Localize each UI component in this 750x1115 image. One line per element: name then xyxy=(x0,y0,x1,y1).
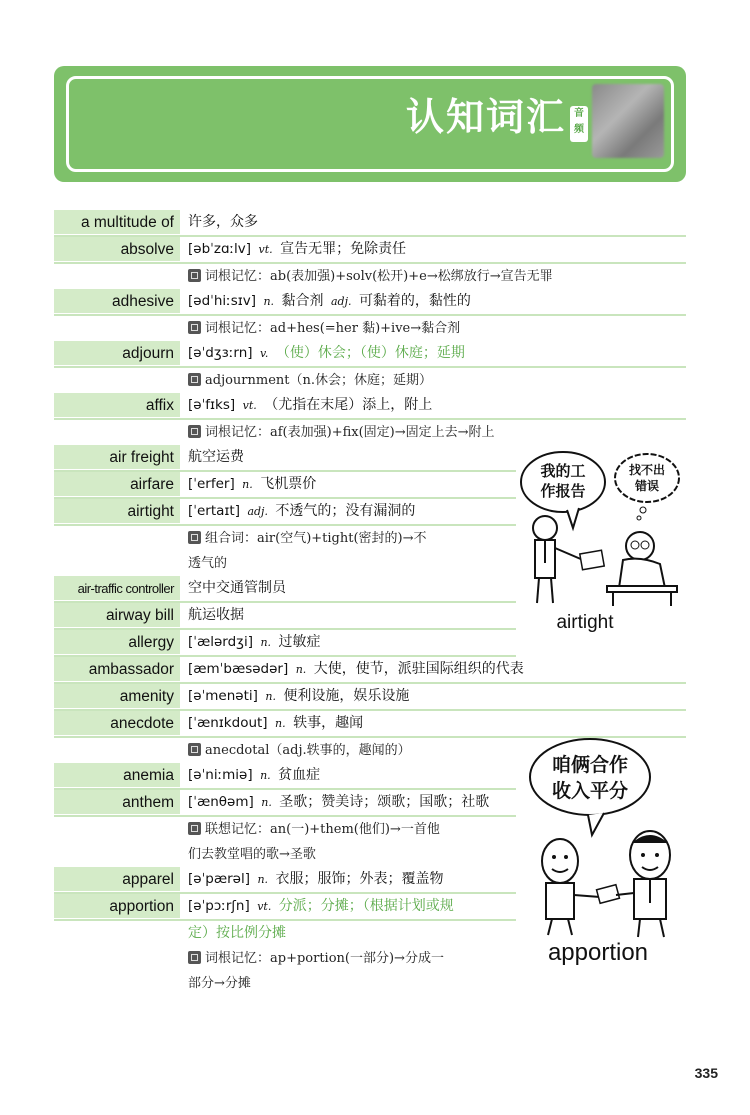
airtight-bubble-line-1: 我的工 xyxy=(540,462,586,480)
page-number: 335 xyxy=(694,1065,718,1081)
phonetic: [ˈænθəm] xyxy=(188,794,254,810)
headword: adjourn xyxy=(54,341,180,365)
memory-note: 联想记忆：an(一)+them(他们)→一首他 xyxy=(205,822,440,837)
definition-2: 可黏着的，黏性的 xyxy=(358,293,471,309)
memory-note: adjournment（n.休会；休庭；延期） xyxy=(205,373,433,388)
headword: affix xyxy=(54,393,180,417)
memory-note-continued: 部分→分摊 xyxy=(188,976,251,991)
section-banner xyxy=(54,66,686,182)
part-of-speech: n. xyxy=(263,295,275,308)
memory-note: 词根记忆：ad+hes(=her 黏)+ive→黏合剂 xyxy=(205,321,461,336)
part-of-speech: vt. xyxy=(258,243,273,256)
memory-tip-icon xyxy=(188,425,201,438)
headword: amenity xyxy=(54,684,180,708)
headword: a multitude of xyxy=(54,210,180,234)
part-of-speech: n. xyxy=(257,873,269,886)
definition: 轶事，趣闻 xyxy=(293,715,364,731)
phonetic: [ədˈhiːsɪv] xyxy=(188,293,257,309)
headword: air freight xyxy=(54,445,180,469)
airtight-thought-line-1: 找不出 xyxy=(628,463,666,477)
derivative-icon xyxy=(188,743,201,756)
definition: 航运收据 xyxy=(188,607,244,623)
entry-adjourn xyxy=(54,341,686,393)
definition: 便利设施，娱乐设施 xyxy=(283,688,410,704)
definition: 宣告无罪；免除责任 xyxy=(280,241,407,257)
definition: 黏合剂 xyxy=(281,293,324,309)
apportion-bubble-line-2: 收入平分 xyxy=(551,780,629,802)
phonetic: [əˈfɪks] xyxy=(188,397,236,413)
headword: airfare xyxy=(54,472,180,496)
definition: （尤指在末尾）添上，附上 xyxy=(264,397,433,413)
entry-adhesive xyxy=(54,289,686,341)
definition: 飞机票价 xyxy=(260,476,317,492)
entry-a-multitude-of xyxy=(54,210,686,237)
definition: 不透气的；没有漏洞的 xyxy=(275,503,416,519)
memory-note: 词根记忆：ab(表加强)+solv(松开)+e→松绑放行→宣告无罪 xyxy=(205,269,553,284)
association-tip-icon xyxy=(188,822,201,835)
part-of-speech: n. xyxy=(261,796,272,809)
phonetic: [ˈænɪkdout] xyxy=(188,715,268,731)
headword: absolve xyxy=(54,237,180,261)
phonetic: [ˈertaɪt] xyxy=(188,503,240,519)
headword: ambassador xyxy=(54,657,180,681)
entry-absolve xyxy=(54,237,686,289)
headword: adhesive xyxy=(54,289,180,313)
apportion-caption: apportion xyxy=(547,939,649,966)
airtight-thought-line-2: 错误 xyxy=(634,479,660,493)
definition: 大使，使节，派驻国际组织的代表 xyxy=(313,661,524,677)
part-of-speech: n. xyxy=(242,478,253,491)
apportion-illustration xyxy=(520,735,700,970)
headword: anemia xyxy=(54,763,180,787)
part-of-speech: adj. xyxy=(247,505,268,518)
part-of-speech: n. xyxy=(275,717,286,730)
memory-note: anecdotal（adj.轶事的，趣闻的） xyxy=(205,743,411,758)
entry-affix xyxy=(54,393,686,445)
definition: 圣歌；赞美诗；颂歌；国歌；社歌 xyxy=(279,794,490,810)
phonetic: [əˈpærəl] xyxy=(188,871,250,887)
airtight-illustration xyxy=(515,448,695,638)
derivative-icon xyxy=(188,373,201,386)
headword: apportion xyxy=(54,894,180,918)
qr-code[interactable] xyxy=(592,84,664,158)
headword: anthem xyxy=(54,790,180,814)
memory-note-continued: 透气的 xyxy=(188,556,228,571)
section-title: 认知词汇 xyxy=(405,95,566,139)
definition: 衣服；服饰；外表；覆盖物 xyxy=(275,871,444,887)
headword: air-traffic controller xyxy=(54,576,180,600)
airtight-bubble-line-2: 作报告 xyxy=(540,482,586,500)
definition: （使）休会；（使）休庭；延期 xyxy=(275,345,465,361)
memory-note: 词根记忆：af(表加强)+fix(固定)→固定上去→附上 xyxy=(205,425,495,440)
memory-tip-icon xyxy=(188,951,201,964)
apportion-bubble-line-1: 咱俩合作 xyxy=(551,754,629,776)
phonetic: [əˈdʒɜːrn] xyxy=(188,345,253,361)
definition-continued: 定）按比例分摊 xyxy=(188,925,286,941)
headword: anecdote xyxy=(54,711,180,735)
part-of-speech-2: adj. xyxy=(330,295,352,308)
part-of-speech: vt. xyxy=(257,900,272,913)
phonetic: [əˈmenəti] xyxy=(188,688,258,704)
headword: allergy xyxy=(54,630,180,654)
phonetic: [ˈælərdʒi] xyxy=(188,634,253,650)
memory-note: 词根记忆：ap+portion(一部分)→分成一 xyxy=(205,951,444,966)
part-of-speech: n. xyxy=(260,769,271,782)
definition: 许多，众多 xyxy=(188,214,258,230)
definition: 分派；分摊；（根据计划或规 xyxy=(278,898,454,914)
definition: 贫血症 xyxy=(278,767,321,783)
phonetic: [əˈniːmiə] xyxy=(188,767,253,783)
memory-tip-icon xyxy=(188,269,201,282)
entry-amenity xyxy=(54,684,686,711)
definition: 航空运费 xyxy=(188,449,244,465)
memory-note: 组合词：air(空气)+tight(密封的)→不 xyxy=(205,531,427,546)
headword: airway bill xyxy=(54,603,180,627)
definition: 过敏症 xyxy=(278,634,321,650)
phonetic: [əbˈzɑːlv] xyxy=(188,241,252,257)
phonetic: [æmˈbæsədər] xyxy=(188,661,289,677)
part-of-speech: n. xyxy=(265,690,276,703)
entry-ambassador xyxy=(54,657,686,684)
headword: apparel xyxy=(54,867,180,891)
part-of-speech: vt. xyxy=(242,399,257,412)
memory-note-continued: 们去教堂唱的歌→圣歌 xyxy=(188,847,316,862)
memory-tip-icon xyxy=(188,321,201,334)
definition: 空中交通管制员 xyxy=(188,580,286,596)
audio-badge[interactable]: 音频 xyxy=(570,106,588,142)
airtight-caption: airtight xyxy=(556,612,614,633)
part-of-speech: v. xyxy=(259,347,269,360)
headword: airtight xyxy=(54,499,180,523)
phonetic: [əˈpɔːrʃn] xyxy=(188,898,250,914)
phonetic: [ˈerfer] xyxy=(188,476,235,492)
part-of-speech: n. xyxy=(295,663,307,676)
compound-word-icon xyxy=(188,531,201,544)
part-of-speech: n. xyxy=(260,636,272,649)
